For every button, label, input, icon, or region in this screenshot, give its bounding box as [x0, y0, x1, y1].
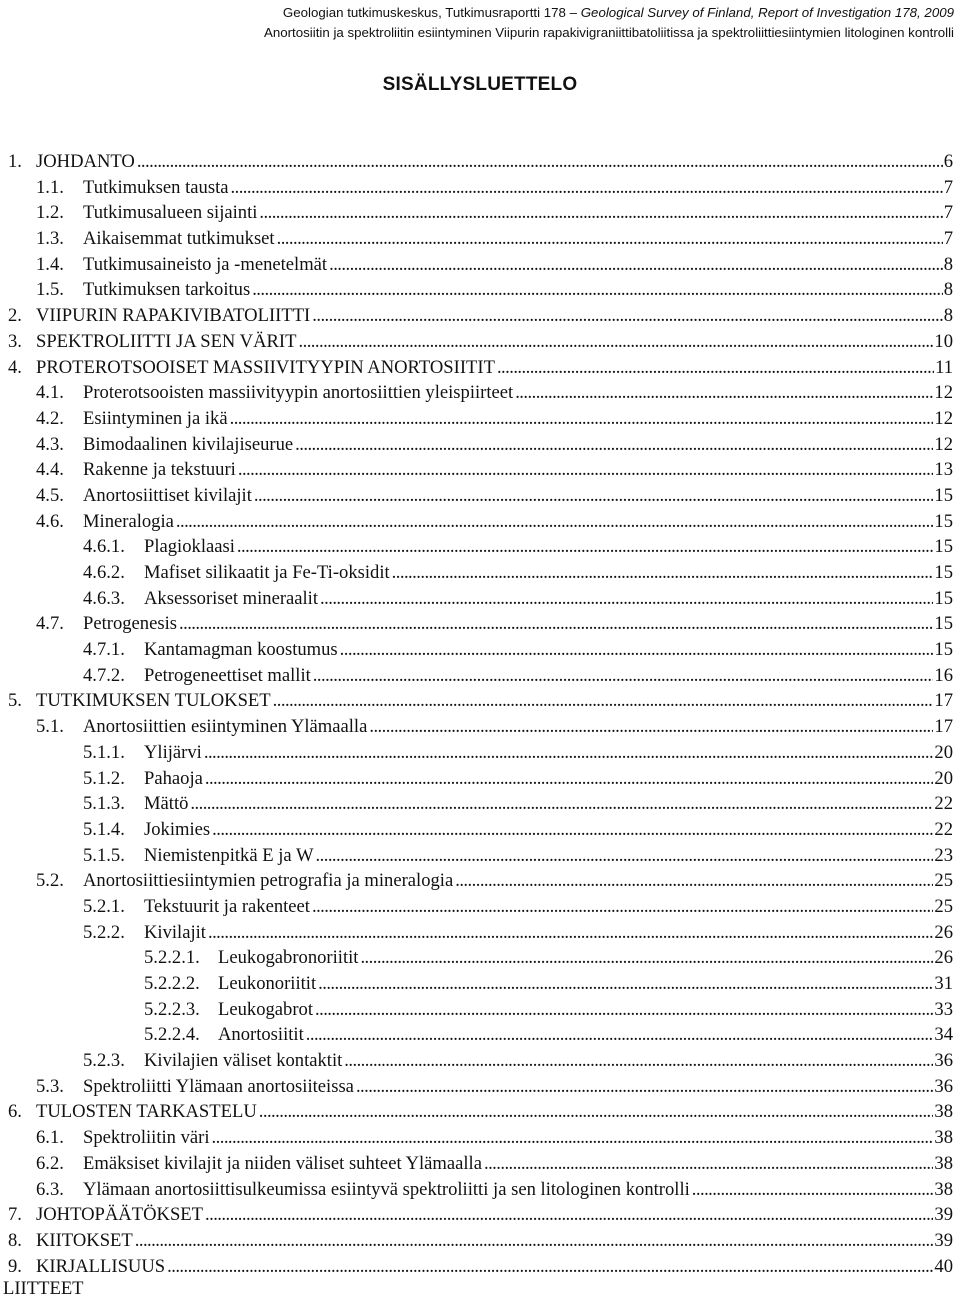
- toc-entry-page: 20: [934, 767, 953, 789]
- toc-entry-line: [83, 226, 953, 252]
- toc-entry-line: [218, 1022, 953, 1048]
- toc-entry-title: Kivilajit: [144, 921, 206, 943]
- toc-entry[interactable]: [8, 1228, 953, 1254]
- toc-entry[interactable]: [8, 226, 953, 252]
- dot-leader: [257, 200, 942, 226]
- toc-entry-number: 1.5.: [36, 279, 64, 301]
- toc-entry-page: 15: [934, 562, 953, 583]
- toc-entry-page: 8: [943, 279, 953, 301]
- toc-entry-title: Petrogeneettiset mallit: [144, 664, 311, 686]
- toc-entry-line: [83, 1074, 953, 1100]
- toc-entry[interactable]: [8, 406, 953, 432]
- toc-entry-line: [36, 329, 953, 355]
- toc-entry-number: 5.2.2.: [83, 921, 125, 943]
- toc-entry-page: 23: [934, 844, 953, 866]
- dot-leader: [304, 1022, 934, 1048]
- toc-entry[interactable]: [8, 457, 953, 483]
- toc-entry-page: 20: [934, 741, 953, 763]
- toc-entry[interactable]: [8, 200, 953, 226]
- toc-entry-line: [83, 483, 953, 509]
- dot-leader: [327, 252, 943, 278]
- toc-entry-number: 4.6.2.: [83, 562, 125, 583]
- dot-leader: [202, 740, 934, 766]
- toc-entry-number: 5.1.3.: [83, 793, 125, 815]
- toc-entry-title: Leukonoriitit: [218, 973, 317, 994]
- toc-entry-page: 15: [934, 536, 953, 558]
- toc-entry-title: VIIPURIN RAPAKIVIBATOLIITTI: [36, 305, 311, 327]
- toc-entry-line: [83, 1177, 953, 1203]
- toc-entry-title: Kivilajien väliset kontaktit: [144, 1050, 343, 1072]
- toc-entry-title: Petrogenesis: [83, 613, 177, 635]
- toc-entry-number: 5.: [8, 690, 22, 712]
- dot-leader: [257, 1099, 934, 1125]
- toc-entry-title: KIRJALLISUUS: [36, 1255, 166, 1277]
- toc-entry-line: [83, 457, 953, 483]
- toc-entry-title: Leukogabronoriitit: [218, 947, 359, 969]
- toc-entry-title: KIITOKSET: [36, 1229, 133, 1251]
- toc-entry-line: [83, 252, 953, 278]
- toc-entry-number: 5.2.2.1.: [144, 947, 200, 969]
- dot-leader: [135, 149, 943, 175]
- toc-entry-title: Proterotsooisten massiivityypin anortosiittien yleispiirteet: [83, 382, 514, 404]
- toc-entry-title: Tekstuurit ja rakenteet: [144, 895, 310, 917]
- toc-entry-line: [83, 1125, 953, 1151]
- toc-entry-page: 15: [934, 639, 953, 661]
- toc-entry-title: SPEKTROLIITTI JA SEN VÄRIT: [36, 330, 297, 352]
- toc-entry-line: [144, 740, 953, 766]
- toc-entry-number: 4.2.: [36, 407, 64, 429]
- toc-entry[interactable]: [8, 534, 953, 560]
- toc-entry-line: [83, 200, 953, 226]
- toc-entry[interactable]: [8, 740, 953, 766]
- toc-entry-title: Tutkimusaineisto ja -menetelmät: [83, 253, 328, 275]
- toc-entry-page: 11: [935, 356, 953, 378]
- toc-entry-line: [144, 637, 953, 663]
- header-line-2: Anortosiitin ja spektroliitin esiintyminen Viipurin rapakivigraniittibatoliitissa ja spektroliittiesiintymien litologinen kontrolli: [263, 25, 954, 40]
- toc-entry-line: [83, 1151, 953, 1177]
- toc-entry[interactable]: [8, 560, 953, 586]
- dot-leader: [228, 406, 934, 432]
- toc-entry-page: 6: [943, 151, 953, 172]
- toc-entry-page: 15: [934, 613, 953, 635]
- toc-entry-number: 4.4.: [36, 459, 64, 481]
- toc-entry-number: 5.2.: [36, 870, 64, 892]
- toc-entry-page: 17: [934, 716, 953, 738]
- toc-entry-number: 4.6.3.: [83, 587, 125, 609]
- dot-leader: [293, 432, 933, 458]
- toc-entry-line: [144, 766, 953, 792]
- toc-entry-title: Plagioklaasi: [144, 536, 235, 558]
- toc-entry[interactable]: [8, 868, 953, 894]
- toc-entry-number: 8.: [8, 1229, 22, 1251]
- toc-entry[interactable]: [8, 971, 953, 997]
- dot-leader: [250, 277, 943, 303]
- dot-leader: [690, 1177, 934, 1203]
- toc-entry-page: 12: [934, 433, 953, 455]
- dot-leader: [210, 1125, 934, 1151]
- toc-entry-number: 5.3.: [36, 1075, 64, 1097]
- toc-entry[interactable]: [8, 894, 953, 920]
- toc-entry-title: Rakenne ja tekstuuri: [83, 459, 236, 481]
- toc-entry-line: [83, 175, 953, 201]
- toc-entry-line: [144, 817, 953, 843]
- toc-entry-number: 3.: [8, 330, 22, 352]
- toc-entry-page: 33: [934, 998, 953, 1020]
- toc-entry-number: 5.1.4.: [83, 818, 125, 840]
- toc-entry-line: [83, 432, 953, 458]
- toc-entry-title: Anortosiitit: [218, 1024, 304, 1046]
- toc-entry-title: Anortosiittiesiintymien petrografia ja mineralogia: [83, 870, 454, 892]
- toc-entry-line: [144, 791, 953, 817]
- toc-entry-title: JOHDANTO: [36, 151, 135, 172]
- toc-entry-title: Anortosiittien esiintyminen Ylämaalla: [83, 716, 368, 738]
- toc-entry-line: [144, 534, 953, 560]
- toc-entry-page: 22: [934, 818, 953, 840]
- toc-entry-page: 38: [934, 1152, 953, 1174]
- toc-entry-number: 6.2.: [36, 1152, 64, 1174]
- dot-leader: [338, 637, 934, 663]
- toc-entry-number: 4.7.: [36, 613, 64, 635]
- toc-entry-title: Aksessoriset mineraalit: [144, 587, 319, 609]
- toc-entry-number: 1.2.: [36, 202, 64, 224]
- toc-entry[interactable]: [8, 277, 953, 303]
- dot-leader: [310, 894, 933, 920]
- page-title: SISÄLLYSLUETTELO: [382, 74, 578, 95]
- toc-entry-page: 38: [934, 1101, 953, 1123]
- toc-entry-title: Emäksiset kivilajit ja niiden väliset suhteet Ylämaalla: [83, 1152, 482, 1174]
- toc-entry-page: 12: [934, 407, 953, 429]
- toc-entry-title: Pahaoja: [144, 767, 203, 789]
- toc-entry[interactable]: [8, 766, 953, 792]
- dot-leader: [297, 329, 934, 355]
- toc-entry-number: 4.5.: [36, 484, 64, 506]
- toc-entry-title: Mineralogia: [83, 510, 174, 532]
- toc-entry-title: Mafiset silikaatit ja Fe-Ti-oksidit: [144, 562, 390, 583]
- dot-leader: [314, 843, 934, 869]
- toc-entry-page: 16: [934, 664, 953, 686]
- toc-entry[interactable]: [8, 586, 953, 612]
- toc-entry[interactable]: [8, 483, 953, 509]
- dot-leader: [203, 766, 934, 792]
- table-of-contents: [8, 149, 953, 1279]
- toc-entry-line: [36, 1099, 953, 1125]
- toc-entry[interactable]: [8, 175, 953, 201]
- running-header: [264, 3, 954, 43]
- toc-entry-line: [144, 894, 953, 920]
- toc-entry-title: Tutkimuksen tarkoitus: [83, 279, 251, 301]
- toc-entry-title: Mättö: [144, 793, 189, 815]
- toc-entry-number: 5.1.2.: [83, 767, 125, 789]
- toc-entry[interactable]: [8, 1048, 953, 1074]
- toc-entry[interactable]: [8, 1074, 953, 1100]
- dot-leader: [495, 355, 934, 381]
- dot-leader: [133, 1228, 934, 1254]
- toc-entry-page: 39: [934, 1204, 953, 1226]
- toc-entry-number: 6.3.: [36, 1178, 64, 1200]
- dot-leader: [235, 534, 934, 560]
- dot-leader: [165, 1254, 933, 1280]
- toc-entry-number: 7.: [8, 1204, 22, 1226]
- toc-entry-line: [83, 380, 953, 406]
- toc-entry[interactable]: [8, 1022, 953, 1048]
- toc-entry-number: 4.: [8, 356, 22, 378]
- toc-entry-number: 5.1.5.: [83, 844, 125, 866]
- toc-entry-page: 7: [943, 228, 953, 250]
- toc-entry-number: 6.: [8, 1101, 22, 1123]
- toc-entry-number: 5.1.1.: [83, 741, 125, 763]
- toc-entry-page: 31: [934, 973, 953, 994]
- dot-leader: [453, 868, 933, 894]
- toc-entry[interactable]: [8, 843, 953, 869]
- toc-entry-line: [83, 406, 953, 432]
- toc-entry-line: [144, 663, 953, 689]
- toc-entry[interactable]: [8, 1177, 953, 1203]
- toc-entry[interactable]: [8, 1099, 953, 1125]
- toc-entry-page: 38: [934, 1178, 953, 1200]
- toc-entry-title: Anortosiittiset kivilajit: [83, 484, 252, 506]
- toc-entry-title: Spektroliitin väri: [83, 1127, 210, 1149]
- toc-entry-page: 26: [934, 921, 953, 943]
- toc-entry-line: [144, 560, 953, 586]
- toc-entry-number: 5.2.2.3.: [144, 998, 200, 1020]
- toc-entry-title: PROTEROTSOOISET MASSIIVITYYPIN ANORTOSIITIT: [36, 356, 495, 378]
- toc-entry-page: 36: [934, 1075, 953, 1097]
- toc-entry-page: 25: [934, 870, 953, 892]
- dot-leader: [390, 560, 934, 586]
- toc-entry-page: 17: [934, 690, 953, 712]
- toc-entry-number: 1.3.: [36, 228, 64, 250]
- dot-leader: [174, 509, 934, 535]
- toc-entry-line: [36, 688, 953, 714]
- toc-entry-page: 40: [934, 1255, 953, 1277]
- toc-entry-number: 1.: [8, 151, 22, 172]
- toc-entry-line: [218, 945, 953, 971]
- toc-entry-number: 1.1.: [36, 176, 64, 198]
- toc-entry-page: 15: [934, 484, 953, 506]
- header-publisher: Geologian tutkimuskeskus, Tutkimusraportti 178 –: [282, 5, 581, 20]
- toc-entry-line: [83, 714, 953, 740]
- toc-entry-page: 12: [934, 382, 953, 404]
- header-line-1: [264, 3, 954, 23]
- dot-leader: [316, 971, 933, 997]
- toc-entry-number: 4.7.1.: [83, 639, 125, 661]
- toc-entry-page: 38: [934, 1127, 953, 1149]
- toc-entry-title: Kantamagman koostumus: [144, 639, 338, 661]
- toc-entry-title: Tutkimuksen tausta: [83, 176, 229, 198]
- toc-entry-title: Leukogabrot: [218, 998, 314, 1020]
- toc-entry-title: Jokimies: [144, 818, 211, 840]
- toc-entry-page: 7: [943, 176, 953, 198]
- dot-leader: [310, 303, 942, 329]
- dot-leader: [252, 483, 934, 509]
- toc-entry[interactable]: [8, 1254, 953, 1280]
- dot-leader: [318, 586, 933, 612]
- toc-entry-number: 4.3.: [36, 433, 64, 455]
- dot-leader: [513, 380, 933, 406]
- dot-leader: [206, 920, 933, 946]
- dot-leader: [275, 226, 943, 252]
- toc-entry-number: 1.4.: [36, 253, 64, 275]
- toc-entry[interactable]: [8, 817, 953, 843]
- toc-entry-line: [83, 611, 953, 637]
- toc-entry[interactable]: [8, 355, 953, 381]
- toc-entry[interactable]: [8, 1202, 953, 1228]
- toc-entry-line: [36, 149, 953, 175]
- toc-entry-title: Bimodaalinen kivilajiseurue: [83, 433, 294, 455]
- toc-entry-line: [144, 843, 953, 869]
- toc-entry[interactable]: [8, 509, 953, 535]
- toc-entry-number: 6.1.: [36, 1127, 64, 1149]
- toc-entry-number: 5.1.: [36, 716, 64, 738]
- toc-entry-title: JOHTOPÄÄTÖKSET: [36, 1204, 204, 1226]
- toc-entry-line: [218, 997, 953, 1023]
- toc-entry-line: [83, 509, 953, 535]
- toc-entry-line: [36, 1202, 953, 1228]
- toc-entry-line: [36, 355, 953, 381]
- toc-entry[interactable]: [8, 1125, 953, 1151]
- toc-entry-title: TUTKIMUKSEN TULOKSET: [36, 690, 271, 712]
- toc-entry[interactable]: [8, 380, 953, 406]
- toc-entry-line: [144, 920, 953, 946]
- dot-leader: [367, 714, 933, 740]
- dot-leader: [203, 1202, 933, 1228]
- dot-leader: [177, 611, 933, 637]
- toc-entry-page: 7: [943, 202, 953, 224]
- toc-entry-number: 5.2.3.: [83, 1050, 125, 1072]
- toc-entry-line: [144, 1048, 953, 1074]
- dot-leader: [358, 945, 933, 971]
- toc-entry-page: 26: [934, 947, 953, 969]
- toc-entry-number: 4.7.2.: [83, 664, 125, 686]
- toc-entry-page: 36: [934, 1050, 953, 1072]
- dot-leader: [313, 997, 933, 1023]
- dot-leader: [210, 817, 933, 843]
- toc-entry-title: Niemistenpitkä E ja W: [144, 844, 314, 866]
- dot-leader: [271, 688, 934, 714]
- toc-entry[interactable]: [8, 432, 953, 458]
- toc-entry-number: 5.2.2.4.: [144, 1024, 200, 1046]
- toc-entry[interactable]: [8, 714, 953, 740]
- toc-entry-title: Spektroliitti Ylämaan anortosiiteissa: [83, 1075, 354, 1097]
- toc-entry-number: 5.2.1.: [83, 895, 125, 917]
- toc-entry[interactable]: [8, 329, 953, 355]
- toc-entry-number: 4.6.: [36, 510, 64, 532]
- toc-entry-page: 8: [943, 253, 953, 275]
- toc-entry[interactable]: [8, 997, 953, 1023]
- toc-entry-line: [218, 971, 953, 997]
- toc-entry-page: 39: [934, 1229, 953, 1251]
- toc-entry-page: 34: [934, 1024, 953, 1046]
- header-series-english: Geological Survey of Finland, Report of Investigation 178, 2009: [580, 5, 954, 20]
- dot-leader: [311, 663, 934, 689]
- toc-entry[interactable]: [8, 1151, 953, 1177]
- toc-entry-title: TULOSTEN TARKASTELU: [36, 1101, 257, 1123]
- toc-entry[interactable]: [8, 303, 953, 329]
- toc-entry-line: [36, 1254, 953, 1280]
- appendix-label: LIITTEET: [3, 1278, 84, 1299]
- toc-entry-number: 4.1.: [36, 382, 64, 404]
- toc-entry[interactable]: [8, 252, 953, 278]
- toc-entry-page: 15: [934, 510, 953, 532]
- dot-leader: [342, 1048, 933, 1074]
- toc-entry-line: [36, 1228, 953, 1254]
- toc-entry-title: Tutkimusalueen sijainti: [83, 202, 258, 224]
- toc-entry-page: 15: [934, 587, 953, 609]
- toc-entry[interactable]: [8, 611, 953, 637]
- toc-entry-title: Ylijärvi: [144, 741, 202, 763]
- toc-entry-title: Aikaisemmat tutkimukset: [83, 228, 275, 250]
- toc-entry-title: Ylämaan anortosiittisulkeumissa esiintyvä spektroliitti ja sen litologinen kontrolli: [83, 1178, 690, 1200]
- dot-leader: [229, 175, 943, 201]
- toc-entry[interactable]: [8, 663, 953, 689]
- toc-entry-page: 25: [934, 895, 953, 917]
- toc-entry[interactable]: [8, 791, 953, 817]
- toc-entry[interactable]: [8, 920, 953, 946]
- toc-entry-number: 5.2.2.2.: [144, 973, 200, 994]
- toc-entry[interactable]: [8, 945, 953, 971]
- dot-leader: [236, 457, 934, 483]
- toc-entry[interactable]: [8, 688, 953, 714]
- toc-entry[interactable]: [8, 637, 953, 663]
- toc-entry-page: 13: [934, 459, 953, 481]
- toc-entry-line: [83, 868, 953, 894]
- toc-entry-line: [36, 303, 953, 329]
- toc-entry-line: [83, 277, 953, 303]
- toc-entry-line: [144, 586, 953, 612]
- toc-entry-number: 9.: [8, 1255, 22, 1277]
- toc-entry[interactable]: [8, 149, 953, 175]
- dot-leader: [482, 1151, 933, 1177]
- toc-entry-number: 4.6.1.: [83, 536, 125, 558]
- dot-leader: [354, 1074, 933, 1100]
- toc-entry-number: 2.: [8, 305, 22, 327]
- toc-entry-page: 8: [943, 305, 953, 327]
- toc-entry-page: 22: [934, 793, 953, 815]
- toc-entry-page: 10: [934, 330, 953, 352]
- dot-leader: [188, 791, 933, 817]
- toc-entry-title: Esiintyminen ja ikä: [83, 407, 228, 429]
